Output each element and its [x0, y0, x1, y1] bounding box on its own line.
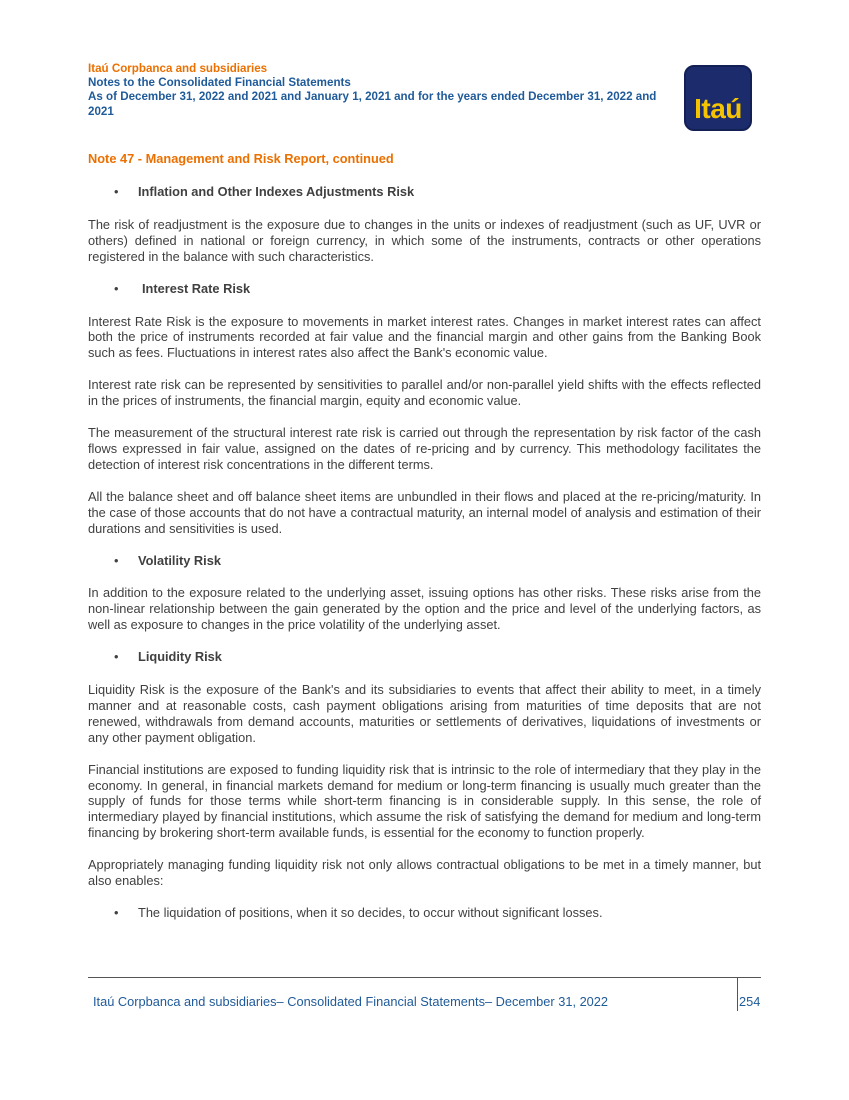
note-title: Note 47 - Management and Risk Report, continued: [88, 151, 394, 166]
paragraph: Interest Rate Risk is the exposure to movements in market interest rates. Changes in market interest rates can affect both the price of instruments recorded at fair value and the financial margin and other gains from the Banking Book such as fees. Fluctuations in interest rates also affect the Bank's economic value.: [88, 313, 761, 361]
report-period: As of December 31, 2022 and 2021 and January 1, 2021 and for the years ended December 31, 2022 and 2021: [88, 90, 657, 118]
paragraph: All the balance sheet and off balance sheet items are unbundled in their flows and placed at the re-pricing/maturity. In the case of those accounts that do not have a contractual maturity, an internal model of analysis and estimation of their durations and sensitivities is used.: [88, 488, 761, 536]
footer-rule: [88, 977, 761, 978]
page-number: 254: [739, 994, 761, 1009]
paragraph: Appropriately managing funding liquidity risk not only allows contractual obligations to be met in a timely manner, but also enables:: [88, 857, 761, 889]
footer-divider: [737, 977, 738, 1011]
section-heading-volatility: • Volatility Risk: [88, 553, 761, 569]
list-item: • The liquidation of positions, when it so decides, to occur without significant losses.: [88, 905, 761, 921]
page-header: [88, 62, 683, 119]
itau-logo: [684, 65, 752, 131]
notes-title: Notes to the Consolidated Financial Statements: [88, 76, 351, 90]
paragraph: Financial institutions are exposed to funding liquidity risk that is intrinsic to the role of intermediary that they play in the economy. In general, in financial markets demand for medium or long-term financing is usually much greater than the supply of funds for those terms while short-term financing is in considerable supply. In this sense, the role of intermediary played by financial institutions, which assume the risk of satisfying the demand for medium and long-term financing by brokering short-term available funds, is essential for the economy to function properly.: [88, 761, 761, 841]
footer-text: Itaú Corpbanca and subsidiaries– Consolidated Financial Statements– December 31, 2022: [93, 994, 609, 1009]
paragraph: The risk of readjustment is the exposure due to changes in the units or indexes of readjustment (such as UF, UVR or others) defined in national or foreign currency, in which some of the instruments, contracts or other operations registered in the balance with such characteristics.: [88, 216, 761, 264]
logo-text: Itaú: [694, 93, 742, 124]
paragraph: Interest rate risk can be represented by sensitivities to parallel and/or non-parallel yield shifts with the effects reflected in the prices of instruments, the financial margin, equity and economic value.: [88, 377, 761, 409]
document-body: [88, 184, 761, 921]
paragraph: The measurement of the structural interest rate risk is carried out through the representation by risk factor of the cash flows expressed in fair value, assigned on the dates of re-pricing and by currency. This methodology facilitates the detection of interest risk concentrations in the different terms.: [88, 425, 761, 472]
paragraph: Liquidity Risk is the exposure of the Bank's and its subsidiaries to events that affect their ability to meet, in a timely manner and at reasonable costs, cash payment obligations arising from maturities of time deposits that are not renewed, withdrawals from demand accounts, maturities or settlements of derivatives, liquidations of investments or any other payment obligation.: [88, 682, 761, 745]
company-name: Itaú Corpbanca and subsidiaries: [88, 62, 268, 75]
section-heading-interest-rate: • Interest Rate Risk: [88, 281, 761, 297]
section-heading-inflation: • Inflation and Other Indexes Adjustments Risk: [88, 184, 761, 200]
paragraph: In addition to the exposure related to the underlying asset, issuing options has other risks. These risks arise from the non-linear relationship between the gain generated by the option and the price and level of the underlying factors, as well as exposure to changes in the price volatility of the underlying asset.: [88, 585, 761, 633]
section-heading-liquidity: • Liquidity Risk: [88, 649, 761, 665]
